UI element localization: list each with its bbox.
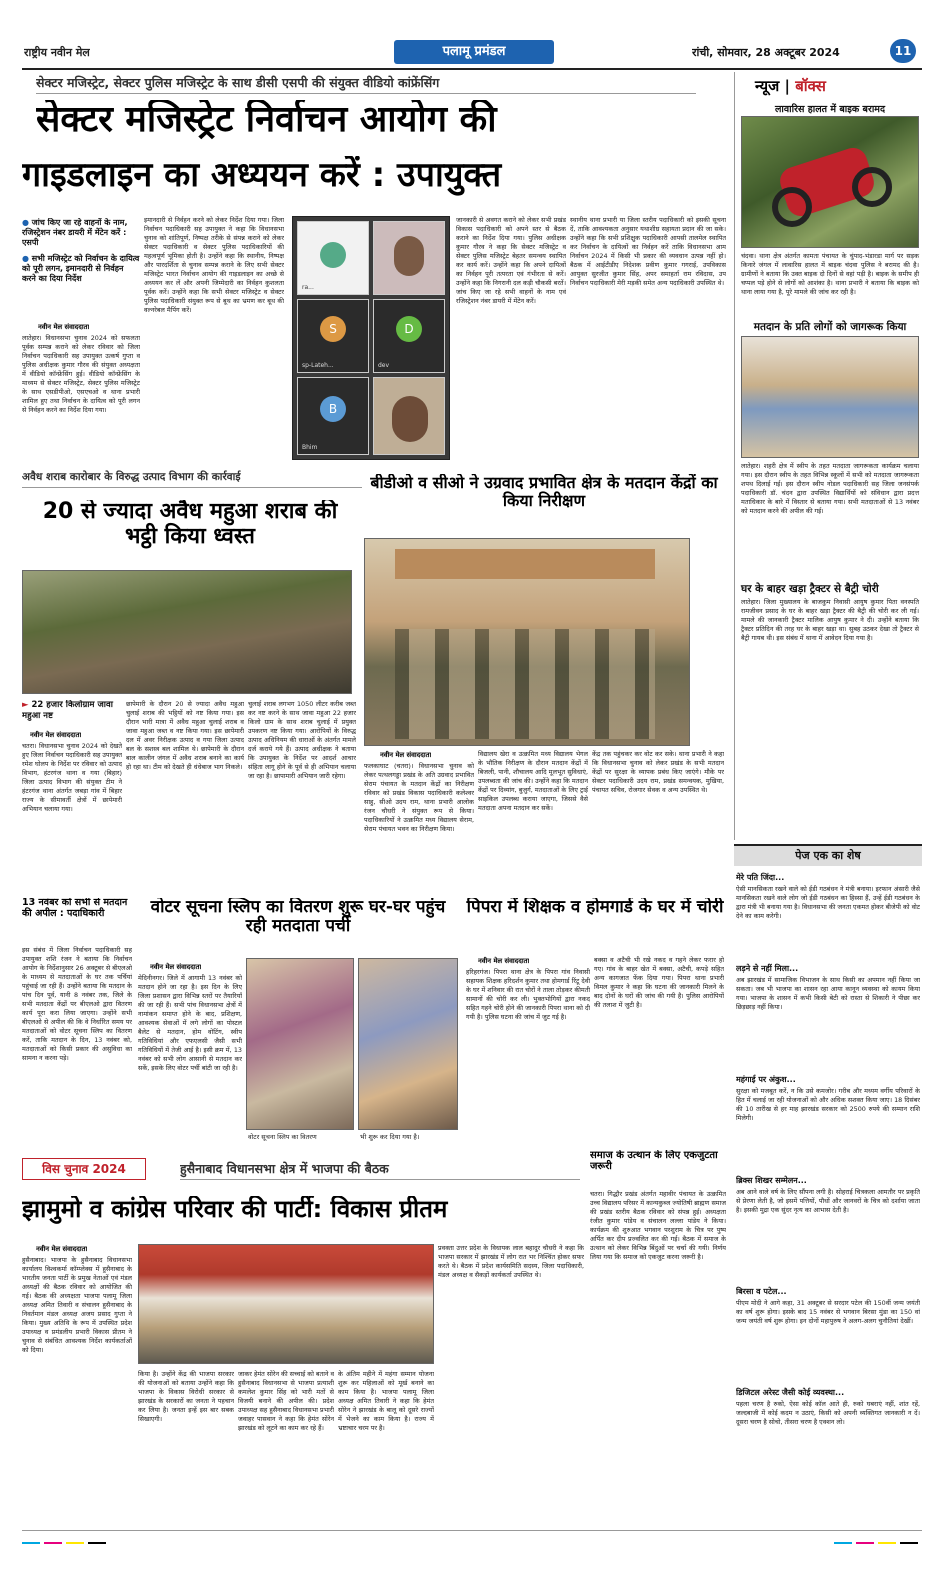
shesh-item-body: सुरक्षा को मजबूत करें, न कि उसे कमजोर। गरीब और मध्यम वर्गीय परिवारों के हित में चलाई जा रही योजनाओं को और अधिक सशक्त किया जाए। 18 दिसंबर की 10 तारीख से हर माह झारखंड सरकार को 2500 रुपये की सम्मान राशि मिलेगी। bbox=[736, 1087, 920, 1122]
story-body: लातेहार। जिला मुख्यालय के बाजकुम निवासी आयुष कुमार पिता वनस्पति रामजीवन प्रसाद के घर के बाहर खड़ा ट्रैक्टर की बैट्री की चोरी कर ली गई। मामले की जानकारी ट्रैक्टर मालिक आयुष कुमार ने दी। उन्होंने बताया कि ट्रैक्टर प्रतिदिन की तरह घर के बाहर खड़ा था। सुबह उठकर देखा तो ट्रैक्टर से बैट्री गायब थी। इस संबंध में थाना में आवेदन दिया गया है। bbox=[741, 598, 919, 642]
section-banner bbox=[394, 40, 554, 64]
masthead-rule bbox=[22, 68, 922, 70]
bjp-byline: नवीन मेल संवाददाता bbox=[36, 1245, 88, 1253]
page-number: 11 bbox=[890, 39, 916, 63]
shesh-item-body: ऐसी मानसिकता रखने वाले को ईडी गठबंधन ने मंत्री बनाया। इरफान अंसारी जैसे मानसिकता रखने वाले लोग जो ईडी गठबंधन का हिस्सा हैं, उन्हें ईडी गठबंधन के द्वारा मंत्री भी बनाया गया है। विधानसभा की जनता एकमत होकर बीजेपी को वोट देने का काम करेगी। bbox=[736, 885, 920, 920]
registration-swatch bbox=[856, 1542, 874, 1544]
awareness-photo bbox=[741, 336, 919, 458]
excise-kicker: अवैध शराब कारोबार के विरुद्ध उत्पाद विभाग की कार्रवाई bbox=[22, 470, 362, 488]
shesh-column bbox=[736, 872, 920, 1522]
theft-col-2: बक्सा व अटैची भी रखे नकद व गहने लेकर फरार हो गए। गांव के बाहर खेत में बक्सा, अटैची, कपड़े सहित अन्य कागजात फेंक दिया गया। पिपरा थाना प्रभारी विमल कुमार ने कहा कि घटना की जानकारी मिलने के बाद दोनों के घरों की जांच की गयी है। पुलिस आरोपियों की तलाश में जुटी है। bbox=[594, 956, 724, 1009]
registration-swatch bbox=[22, 1542, 40, 1544]
slip-byline: नवीन मेल संवाददाता bbox=[150, 963, 202, 971]
bjp-col-4: के अंतिम महीने में महंगा सम्मान योजना शुरू कर महिलाओं को मूर्ख बनाने का काम किया है। भाजपा पलामू जिला अध्यक्ष अमित तिवारी ने कहा कि हेमंत सोरेन ने झारखंड के बालू को दूसरे राज्यों में भेजने का काम किया है। राज्य में भ्रष्टाचार चरम पर है। bbox=[338, 1370, 434, 1432]
video-conference-photo bbox=[292, 216, 450, 460]
shesh-item-body: अब झारखंड में सामाजिक विभाजन के साथ किसी का अपमान नहीं किया जा सकता। जब भी भाजपा का शासन रहा आया कानून व्यवस्था को कायम किया गया। भाजपा के शासन में कभी किसी बेटी को रास्ता से शिकारी ने पीछा कर छिड़छाड़ नहीं किया। bbox=[736, 976, 920, 1011]
excise-col-2: छापेमारी के दौरान 20 से ज्यादा अवैध महुआ चुलाई शराब की भट्ठियों को नष्ट किया गया। इस दौरान भारी मात्रा में अवैध महुआ चुलाई शराब व जावा महुआ जब्त व नष्ट किया गया। इस छापेमारी दल में अवर निरीक्षक उत्पाद व गया जिला उत्पाद बल के सशस्त्र बल शामिल थे। छापेमारी के दौरान बाल कालीन जंगल में अवैध शराब बनाने का कार्य हो रहा था। टीम को देखते ही धंधेबाज भाग निकले। bbox=[126, 700, 244, 771]
shesh-item-title: लड़ने से नहीं मिला... bbox=[736, 964, 799, 973]
registration-swatch bbox=[66, 1542, 84, 1544]
registration-swatch bbox=[834, 1542, 852, 1544]
theft-byline: नवीन मेल संवाददाता bbox=[478, 957, 530, 965]
registration-swatch bbox=[88, 1542, 106, 1544]
bjp-col-1: हुसैनाबाद। भाजपा के हुसैनाबाद विधानसभा कार्यालय विश्वकर्मा कॉम्प्लेक्स में हुसैनाबाद के भारतीय जनता पार्टी के प्रमुख नेताओं एवं मंडल अध्यक्षों की बैठक रविवार को आयोजित की गई। बैठक की अध्यक्षता भाजपा पलामू जिला अध्यक्ष अमित तिवारी व संचालन हुसैनाबाद के निवर्तमान मंडल अध्यक्ष अजय प्रसाद गुप्ता ने किया। मुख्य अतिथि के रूप में उपस्थित प्रदेश उपाध्यक्ष व प्रमंडलीय प्रभारी विकास प्रीतम ने चुनाव से संबंधित आवश्यक निर्देश कार्यकर्ताओं को दिया। bbox=[22, 1256, 132, 1354]
paper-name: राष्ट्रीय नवीन मेल bbox=[24, 46, 90, 59]
slip-headline: वोटर सूचना स्लिप का वितरण शुरू घर-घर पहुंच रही मतदाता पर्ची bbox=[150, 898, 446, 937]
lead-col-2: इमानदारी से निर्वहन करने को लेकर निर्देश दिया गया। जिला निर्वाचन पदाधिकारी सह उपायुक्त ने कहा कि विधानसभा चुनाव को शांतिपूर्ण, निष्पक्ष तरीके से संपन्न कराने को लेकर सेक्टर पदाधिकारी व सेक्टर पुलिस पदाधिकारियों की महत्वपूर्ण भूमिका होती है। उन्होंने कहा कि स्थानीय, निष्पक्ष और पारदर्शिता से चुनाव सम्पन्न कराने के लिए सभी सेक्टर मजिस्ट्रेट भारत निर्वाचन आयोग की गाइडलाइन का अच्छे से अध्ययन कर लें और अपनी जिम्मेदारी का निर्वहन कुशलता पूर्वक करें। उन्होंने कहा कि सभी सेक्टर मजिस्ट्रेट व सेक्टर पुलिस पदाधिकारी संयुक्त रूप से बूथ का भ्रमण कर बूथ की वल्नरेबल मैपिंग करें। bbox=[144, 216, 284, 314]
registration-swatch bbox=[44, 1542, 62, 1544]
slip-body: मेदिनीनगर। जिले में आगामी 13 नवंबर को मतदान होने जा रहा है। इस दिन के लिए जिला प्रशासन द्वारा विभिन्न स्तरों पर तैयारियाँ की जा रही हैं। सभी पांच विधानसभा क्षेत्रों में नामांकन समाप्त होने के बाद, प्रशिक्षण, आवश्यक सेवाओं में लगे लोगों का पोस्टल बैलेट से मतदान, होम वोटिंग, स्वीप गतिविधियां और एफएलसी जैसी सभी गतिविधियों में तेजी आई है। इसी क्रम में, 13 नवंबर को सभी लोग आसानी से मतदान कर सकें, इसके लिए वोटर पर्ची बांटी जा रही है। bbox=[138, 974, 242, 1072]
story-title: लावारिस हालत में बाइक बरामद bbox=[774, 104, 886, 115]
excise-byline: नवीन मेल संवाददाता bbox=[30, 731, 82, 739]
bjp-col-2: किया है। उन्होंने केंद्र की भाजपा सरकार की योजनाओं को बताया उन्होंने कहा कि भाजपा के विकास विरोधी सरकार से झारखंड के सरकारों का जनता ने पहचान कर लिया है। जनता इन्हें इस बार सबक सिखाएगी। bbox=[138, 1370, 234, 1423]
shesh-item-body: पहला चरण है रुको, ऐसा कोई कॉल आते ही, रुको घबराएं नहीं, शांत रहें, जल्दबाजी में कोई कदम न उठाएं, किसी को अपनी व्यक्तिगत जानकारी न दें। दूसरा चरण है सोचो, तीसरा चरण है एक्शन लो। bbox=[736, 1400, 920, 1426]
election-tag: विस चुनाव 2024 bbox=[22, 1158, 146, 1180]
shesh-item-body: पीएम मोदी ने आगे कहा, 31 अक्टूबर से सरदार पटेल की 150वीं जन्म जयंती का वर्ष शुरू होगा। इसके बाद 15 नवंबर से भगवान बिरसा मुंडा का 150 वां जन्म जयंती वर्ष शुरू होगा। इन दोनों महापुरुष ने अलग-अलग चुनौतियां देखीं। bbox=[736, 1299, 920, 1325]
bdo-headline: बीडीओ व सीओ ने उग्रवाद प्रभावित क्षेत्र के मतदान केंद्रों का किया निरीक्षण bbox=[370, 474, 718, 510]
lead-headline-2: गाइडलाइन का अध्ययन करें : उपायुक्त bbox=[22, 156, 502, 195]
appeal-body: इस संबंध में जिला निर्वाचन पदाधिकारी सह उपायुक्त शशि रंजन ने बताया कि निर्वाचन आयोग के निर्देशानुसार 26 अक्टूबर से बीएलओ के माध्यम से मतदाताओं के घर तक पर्चियां पहुंचाई जा रही हैं। उन्होंने बताया कि मतदान के पांच दिन पूर्व, यानी 8 नवंबर तक, जिले के सभी मतदाता केंद्रों पर बीएलओ द्वारा वितरण कार्य पूरा करा लिया जाएगा। उन्होंने सभी बीएलओ से अपील की कि वे निर्धारित समय पर मतदाताओं को वोटर सूचना स्लिप का वितरण करें, ताकि मतदान के दिन, 13 नवंबर को, मतदाताओं को किसी प्रकार की असुविधा का सामना न करना पड़े। bbox=[22, 946, 132, 1062]
video-tile: D dev bbox=[373, 299, 445, 373]
shesh-item-body: अब आने वाले वर्ष के लिए सौंपना लगी है। सोहराई चित्रकला आमतौर पर प्रकृति से प्रेरणा लेती है, जो इसमें पत्तियों, पौधों और जानवरों के चित्र को दर्शाया जाता है। इसकी मुद्रा एक सुंदर नृत्य का आभास देती है। bbox=[736, 1188, 920, 1214]
lead-bullet: ● सभी मजिस्ट्रेट को निर्वाचन के दायित्व को पूरी लगन, इमानदारी से निर्वहन करने का दिया निर्देश bbox=[22, 254, 140, 283]
lead-bullet: ● जांच किए जा रहे वाहनों के नाम, रजिस्ट्रेशन नंबर डायरी में मेंटेन करें : एसपी bbox=[22, 218, 128, 247]
story-body: चंदवा। थाना क्षेत्र अंतर्गत कामता पंचायत के चुंपाद-भंडारडा मार्ग पर सड़क किनारे जंगल में लावारिस हालत में बाइक चंदवा पुलिस ने बरामद की है। ग्रामीणों ने बताया कि उक्त बाइक दो दिनों से वहां पड़ी है। बाइक के समीप ही चप्पल पड़े होने से लोगों को आशंका है। थाना प्रभारी ने बताया कि बाइक को थाना लाया गया है, पूरे मामले की जांच कर रही है। bbox=[741, 252, 919, 296]
shesh-item-title: डिजिटल अरेस्ट जैसी कोई व्यवस्था... bbox=[736, 1388, 845, 1397]
lead-kicker: सेक्टर मजिस्ट्रेट, सेक्टर पुलिस मजिस्ट्रेट के साथ डीसी एसपी की संयुक्त वीडियो कांफ्रेंसिंग bbox=[36, 74, 696, 94]
bike-photo bbox=[741, 116, 919, 248]
theft-col-1: हरिहरगंज। पिपरा थाना क्षेत्र के पिपरा गांव निवासी सहायक शिक्षक हरिदर्शन कुमार तथा होमगार्ड रिंटू देवी के घर में शनिवार की रात चोरों ने ताला तोड़कर कीमती सामानों की चोरी कर ली। भुक्तभोगियों द्वारा नकद सहित गहने चोरी होने की जानकारी पिपरा थाना को दी गयी है। पुलिस घटना की जांच में जुट गई है। bbox=[466, 968, 590, 1021]
masthead bbox=[22, 36, 922, 68]
lead-headline-1: सेक्टर मजिस्ट्रेट निर्वाचन आयोग की bbox=[36, 100, 497, 140]
shesh-item-title: ब्रिक्स शिखर सम्मेलन... bbox=[736, 1176, 807, 1185]
news-box-title: न्यूज | बॉक्स bbox=[755, 77, 826, 95]
video-tile: B Bhim bbox=[297, 377, 369, 455]
registration-swatch bbox=[900, 1542, 918, 1544]
lead-bullets bbox=[22, 218, 140, 318]
shesh-item-title: महंगाई पर अंकुश... bbox=[736, 1075, 796, 1084]
registration-swatch bbox=[878, 1542, 896, 1544]
lead-col-4: स्थानीय थाना प्रभारी या जिला स्तरीय पदाधिकारी को इसकी सूचना दें, ताकि आवश्यकता अनुसार यथाशीघ्र सहायता प्रदान की जा सके। उन्होंने कहा कि सभी प्रशिक्षुक पदाधिकारी आपसी तालमेल स्थापित कर निर्वाचन के दायित्वों का निर्वहन करें ताकि विधानसभा आम निर्वाचन 2024 में किसी भी प्रकार की व्यवधान उत्पन्न नहीं हो। बैठक में आईटीडीए निदेशक प्रवीण कुमार गगराई, उपविकास आयुक्त सुरजीत कुमार सिंह, अपर समाहर्ता राम रविदास, उप निर्वाचन पदाधिकारी मेरी मड़की समेत अन्य पदाधिकारी उपस्थित थे। bbox=[570, 216, 726, 287]
video-tile: ra... bbox=[297, 221, 369, 295]
excise-col-3: चुलाई शराब लगभग 1050 लीटर करीब जब्त कर नष्ट करने के साथ जावा महुआ 22 हजार किलो ग्राम के साथ शराब चुलाई में प्रयुक्त उपकरण नष्ट किया गया। आरोपियों के विरुद्ध उत्पाद अधिनियम की धाराओं के अंतर्गत मामले दर्ज कराये गये हैं। उत्पाद अधीक्षक ने बताया कि उपायुक्त के निर्देश पर आदर्श आचार संहिता लागू होने के पूर्व से ही अभियान चलाया जा रहा है। छापामारी अभियान जारी रहेगा। bbox=[248, 700, 356, 780]
video-tile bbox=[373, 377, 445, 455]
lead-col-3: जानकारी से अवगत कराने को लेकर सभी प्रखंड विकास पदाधिकारी को अपने स्तर से बैठक कराने का निर्देश दिया गया। पुलिस अधीक्षक कुमार गौरव ने कहा कि सेक्टर मजिस्ट्रेट व सेक्टर पुलिस मजिस्ट्रेट बेहतर समन्वय स्थापित कर कार्य करें। उन्होंने कहा कि अपने दायित्वों का निर्वहन पूरी तत्परता एवं गंभीरता से करें। उन्होंने कहा कि निगरानी दल कड़ी चौकसी बरतें। जांच किए जा रहे सभी वाहनों के नाम एवं रजिस्ट्रेशन नंबर डायरी में मेंटेन करें। bbox=[456, 216, 566, 305]
lead-byline: नवीन मेल संवाददाता bbox=[38, 323, 90, 331]
lead-col-1: लातेहार। विधानसभा चुनाव 2024 को सफलता पूर्वक सम्पन्न कराने को लेकर रविवार को जिला निर्वाचन पदाधिकारी सह उपायुक्त उत्कर्ष गुप्ता व पुलिस अधीक्षक कुमार गौरव की संयुक्त अध्यक्षता में वीडियो कॉन्फ्रेंसिंग हुई। वीडियो कॉन्फ्रेंसिंग के माध्यम से सेक्टर मजिस्ट्रेट, सेक्टर पुलिस मजिस्ट्रेट के साथ एसडीपीओ, एसएचओ व थाना प्रभारी शामिल हुए तथा निर्वाचन के दायित्व को पूरी लगन से निर्वहन करने का निर्देश दिया गया। bbox=[22, 334, 140, 414]
story-title: मतदान के प्रति लोगों को जागरूक किया bbox=[753, 321, 907, 333]
slip-caption-1: वोटर सूचना स्लिप का वितरण bbox=[248, 1133, 317, 1141]
bdo-col-3: केंद्र तक पहुंचकर कर वोट कर सके। थाना प्रभारी ने कहा कि विधानसभा चुनाव को लेकर प्रखंड के सभी मतदान केंद्रों पर सुरक्षा के व्यापक प्रबंध किए जाएंगे। मौके पर सेक्टर पदाधिकारी उदय राम, प्रखंड समन्वयक, मुखिया, पंचायत सचिव, रोजगार सेवक व अन्य उपस्थित थे। bbox=[592, 750, 724, 794]
excise-headline: 20 से ज्यादा अवैध महुआ शराब की भट्ठी किया ध्वस्त bbox=[42, 500, 338, 549]
bdo-col-1: फलकाघाट (चतरा)। विधानसभा चुनाव को लेकर पत्थलगड्डा प्रखंड के अति उग्रवाद प्रभावित सेराम पंचायत के मतदान केंद्रों का निरीक्षण रविवार को प्रखंड विकास पदाधिकारी कलेश्वर साहु, सीओ उदय राम, थाना प्रभारी आलोक रंजन चौधरी ने संयुक्त रूप से किया। पदाधिकारियों ने उत्क्रमित मध्य विद्यालय सेराम, सेराम पंचायत भवन का निरीक्षण किया। bbox=[364, 762, 474, 833]
theft-headline: पिपरा में शिक्षक व होमगार्ड के घर में चोरी bbox=[466, 898, 724, 917]
dateline: रांची, सोमवार, 28 अक्टूबर 2024 bbox=[692, 46, 840, 59]
bjp-headline: झामुमो व कांग्रेस परिवार की पार्टी: विकास प्रीतम bbox=[22, 1196, 448, 1223]
slip-photo-1 bbox=[246, 958, 354, 1130]
video-tile: S sp-Lateh... bbox=[297, 299, 369, 373]
bjp-kicker: हुसैनाबाद विधानसभा क्षेत्र में भाजपा की बैठक bbox=[180, 1160, 580, 1180]
samaj-headline: समाज के उत्थान के लिए एकजुटता जरूरी bbox=[590, 1150, 718, 1173]
excise-col-1: चतरा। विधानसभा चुनाव 2024 को देखते हुए जिला निर्वाचन पदाधिकारी सह उपायुक्त रमेश घोलप के निर्देश पर रविवार को उत्पाद विभाग, हंटरगंज थाना व गया (बिहार) जिला उत्पाद विभाग की संयुक्त टीम ने हंटरगंज थाना अंतर्गत जबड़ा गांव में बिहार राज्य के सीमावर्ती क्षेत्रों में छापेमारी अभियान चलाया गया। bbox=[22, 742, 122, 813]
slip-photo-2 bbox=[358, 958, 458, 1130]
story-body: लातेहार। शहरी क्षेत्र में स्वीप के तहत मतदाता जागरूकता कार्यक्रम चलाया गया। इस दौरान स्वीप के तहत विभिन्न स्कूलों में सभी को मतदाता जागरूकता शपथ दिलाई गई। इस दौरान स्वीप नोडल पदाधिकारी सह जिला जनसंपर्क पदाधिकारी डॉ. चंदन द्वारा उपस्थित विद्यार्थियों को संविधान द्वारा प्रदत्त मताधिकार के बारे में विस्तार से बताया गया। सभी मतदाताओं से 13 नवंबर को मतदान करने की अपील की गई। bbox=[741, 462, 919, 515]
shesh-header: पेज एक का शेष bbox=[734, 844, 922, 866]
story-title: घर के बाहर खड़ा ट्रैक्टर से बैट्री चोरी bbox=[741, 583, 879, 595]
bjp-photo bbox=[138, 1244, 434, 1364]
news-box bbox=[734, 72, 922, 840]
appeal-headline: 13 नवंबर को सभी से मतदान की अपील : पदाधिकारी bbox=[22, 898, 128, 919]
bdo-col-2: विद्यालय खेरा व उत्क्रमित मध्य विद्यालय भेगल के भौतिक निरीक्षण के दौरान मतदान केंद्रों में बिजली, पानी, शौचालय आदि मूलभूत सुविधाएं, उपलब्धता की जांच की। उन्होंने कहा कि मतदान केंद्रों पर दिव्यांग, बुजुर्ग, मतदाताओं के लिए ट्राई साइकिल उपलब्ध कराया जाएगा, जिससे वैसे मतदाता अपना मतदान कर सकें। bbox=[478, 750, 588, 812]
shesh-item-title: मेरे पति जिंदा... bbox=[736, 873, 785, 882]
excise-sub: ► 22 हजार किलोग्राम जावा महुआ नष्ट bbox=[22, 700, 113, 721]
shesh-item-title: बिरसा व पटेल... bbox=[736, 1287, 787, 1296]
footer-registration-bar bbox=[22, 1530, 922, 1544]
slip-caption-2: भी शुरू कर दिया गया है। bbox=[360, 1133, 420, 1141]
video-tile bbox=[373, 221, 445, 295]
excise-photo bbox=[22, 570, 352, 694]
bdo-byline: नवीन मेल संवाददाता bbox=[380, 751, 432, 759]
bjp-col-5: प्रवक्ता उत्तर प्रदेश के विधायक लाल बहादुर चौधरी ने कहा कि भाजपा सरकार में झारखंड में लोग रात भर निश्चिंत होकर सफर करते थे। बैठक में प्रदेश कार्यसमिति सदस्य, जिला पदाधिकारी, मंडल अध्यक्ष व सैकड़ों कार्यकर्ता उपस्थित थे। bbox=[438, 1244, 584, 1279]
bjp-col-3: जाकर हेमंत सोरेन की सच्चाई को बताने व हुसैनाबाद विधानसभा से भाजपा प्रत्याशी कमलेश कुमार सिंह को भारी मतों से विजयी बनाने की अपील की। प्रदेश उपाध्यक्ष सह हुसैनाबाद विधानसभा प्रभारी जवाहर पासवान ने कहा कि हेमंत सोरेन झारखंड को लूटने का काम कर रहे हैं। bbox=[238, 1370, 334, 1432]
section-title: पलामू प्रमंडल bbox=[442, 44, 506, 59]
samaj-body: चतरा। गिद्धौर प्रखंड अंतर्गत महावीर पंचायत के उत्क्रमित उच्च विद्यालय परिसर में कान्यकुब्ज ज्योतिषी ब्राह्मण समाज की प्रखंड स्तरीय बैठक रविवार को संपन्न हुई। अध्यक्षता रंजीत कुमार पांडेय व संचालन लल्ला पांडेय ने किया। कार्यक्रम की शुरुआत भगवान परशुराम के चित्र पर पुष्प अर्पित कर दीप प्रज्वलित कर की गई। बैठक में समाज के उत्थान को लेकर विभिन्न बिंदुओं पर चर्चा की गयी। निर्णय लिया गया कि समाज को एकजुट करना जरूरी है। bbox=[590, 1190, 726, 1261]
bdo-photo bbox=[364, 538, 690, 746]
